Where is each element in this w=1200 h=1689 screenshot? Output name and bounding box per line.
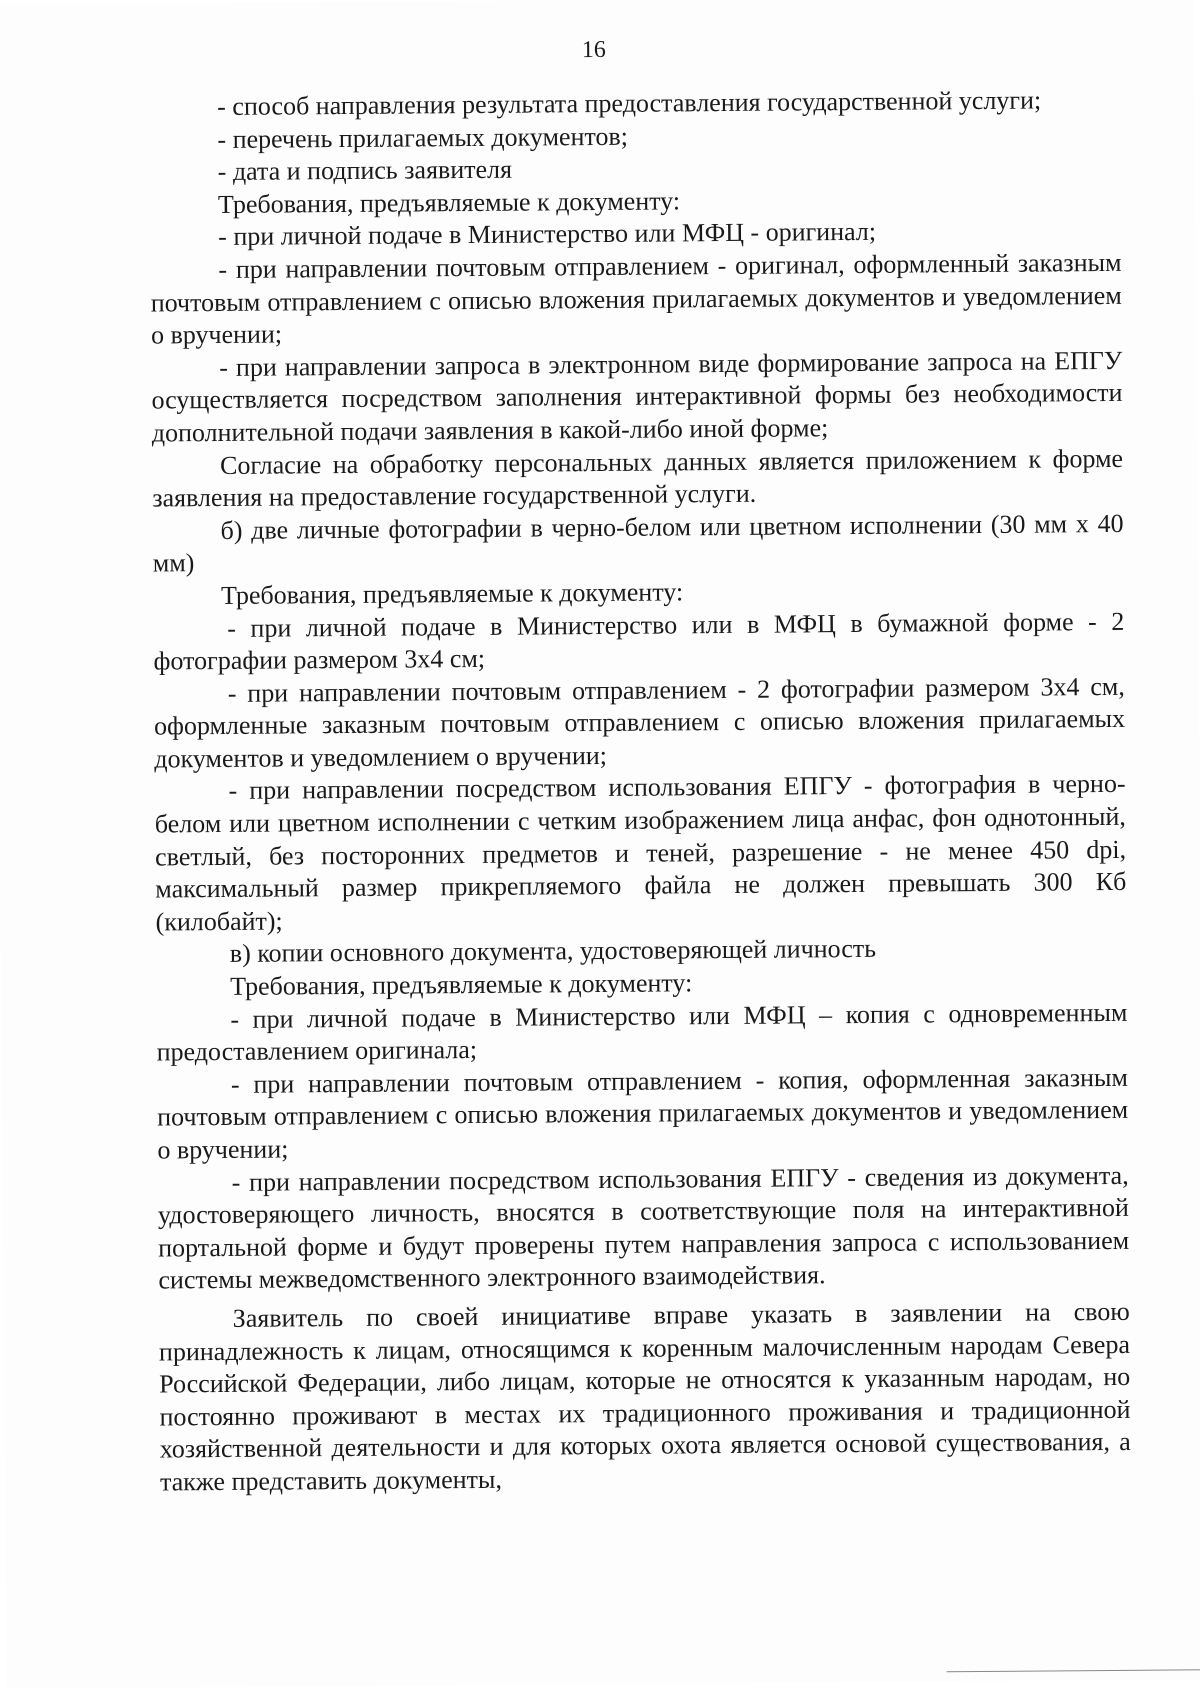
document-body (149, 84, 1131, 1499)
paragraph: - способ направления результата предоставления государственной услуги; (217, 85, 1042, 121)
paragraph: Требования, предъявляемые к документу: (217, 186, 681, 219)
paragraph: - при направлении почтовым отправлением - оригинал, оформленный заказным почтовым отправлением с описью вложения прилагаемых документов и уведомлением о вручении; (150, 247, 1122, 350)
paragraph: Согласие на обработку персональных данных является приложением к форме заявления на предоставление государственной услуги. (152, 443, 1124, 513)
paragraph: - при направлении почтовым отправлением - 2 фотографии размером 3х4 см, оформленные заказным почтовым отправлением с описью вложения прилагаемых документов и уведомлением о вручении; (153, 671, 1126, 774)
paragraph: в) копии основного документа, удостоверяющей личность (229, 934, 877, 969)
scan-edge-line (947, 1669, 1200, 1672)
paragraph: б) две личные фотографии в черно-белом или цветном исполнении (30 мм х 40 мм) (152, 508, 1124, 578)
paragraph: - дата и подпись заявителя (217, 154, 513, 187)
paragraph: - при направлении запроса в электронном виде формирование запроса на ЕПГУ осуществляется посредством заполнения интерактивной формы без необходимости дополнительной подачи заявления в какой-либо иной форме; (151, 345, 1123, 448)
paragraph: - при направлении посредством использования ЕПГУ - фотография в черно-белом или цветном исполнении с четким изображением лица анфас, фон однотонный, светлый, без посторонних предметов и теней, разрешение - не менее 450 dpi, максимальный размер прикрепляемого файла не должен превышать 300 Кб (килобайт); (154, 769, 1127, 937)
paragraph: - перечень прилагаемых документов; (217, 121, 629, 154)
paragraph: - при личной подаче в Министерство или МФЦ - оригинал; (218, 217, 877, 252)
paragraph: - при направлении посредством использования ЕПГУ - сведения из документа, удостоверяющего личность, вносятся в соответствующие поля на интерактивной портальной форме и будут проверены путем направления запроса с использованием системы межведомственного электронного взаимодействия. (157, 1160, 1130, 1295)
paragraph: Требования, предъявляемые к документу: (230, 968, 693, 1001)
page-number: 16 (581, 36, 606, 64)
paragraph: - при направлении почтовым отправлением - копия, оформленная заказным почтовым отправлением с описью вложения прилагаемых документов и уведомлением о вручении; (157, 1062, 1129, 1165)
paragraph: - при личной подаче в Министерство или МФЦ – копия с одновременным предоставлением оригинала; (156, 997, 1128, 1067)
paragraph: Заявитель по своей инициативе вправе указать в заявлении на свою принадлежность к лицам, относящимся к коренным малочисленным народам Севера Российской Федерации, либо лицам, которые не относятся к указанным народам, но постоянно проживают в местах их традиционного проживания и традиционной хозяйственной деятельности и для которых охота является основой существования, а также представить документы, (158, 1296, 1131, 1497)
paragraph: Требования, предъявляемые к документу: (220, 577, 684, 610)
paragraph: - при личной подаче в Министерство или в МФЦ в бумажной форме - 2 фотографии размером 3х4 см; (153, 606, 1125, 676)
